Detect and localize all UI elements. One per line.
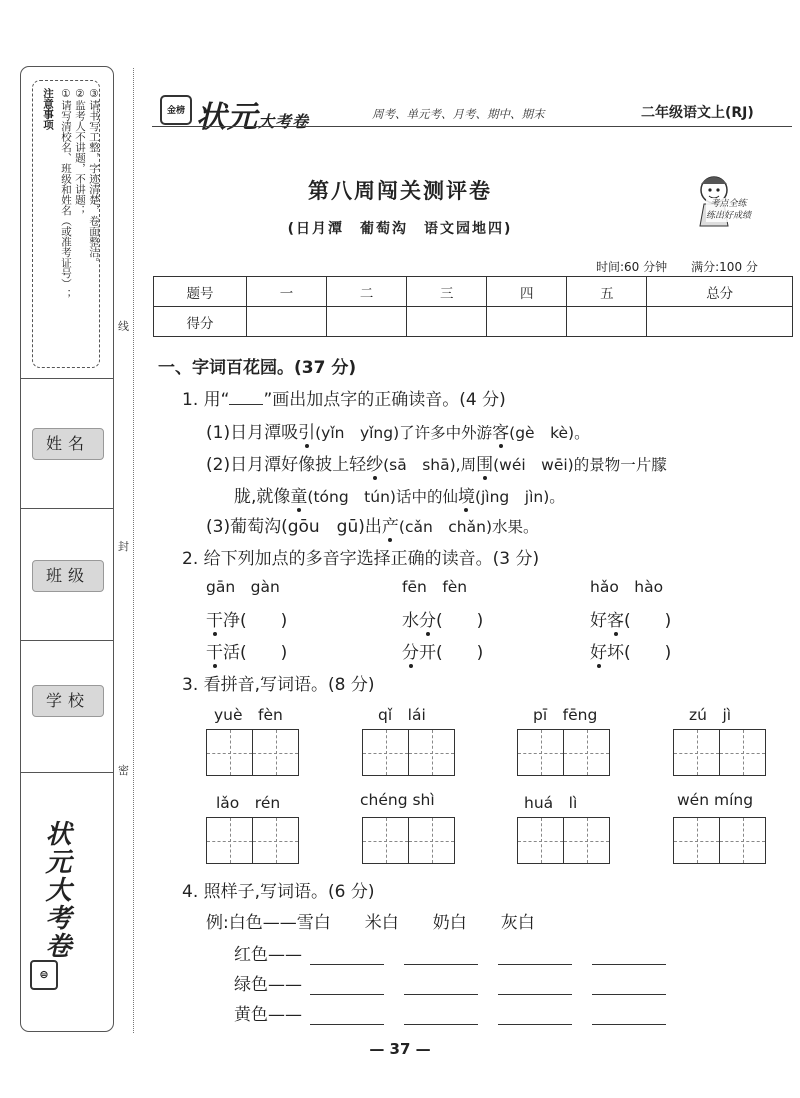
score-input[interactable] (247, 307, 327, 337)
notice-item-1: ①请写清校名、班级和姓名（或准考证号）； (60, 88, 72, 300)
score-table (153, 276, 793, 337)
text: 开 (419, 643, 436, 663)
q2-word (590, 638, 671, 663)
writing-grid[interactable] (362, 817, 455, 864)
badge (706, 198, 751, 222)
answer-paren[interactable]: ( ) (436, 643, 484, 663)
q2-word (206, 606, 287, 631)
pinyin-label: pī fēng (533, 706, 598, 724)
answer-line[interactable] (310, 1010, 384, 1025)
dotted-char: 客 (492, 418, 509, 443)
q4-row (234, 970, 678, 995)
table-cell: 三 (407, 277, 487, 307)
table-cell: 一 (247, 277, 327, 307)
answer-line[interactable] (404, 950, 478, 965)
text: 坏 (607, 643, 624, 663)
notice-item-3: ③请书写工整，字迹清楚，卷面整洁。 (88, 88, 100, 268)
choice-text[interactable]: (jìng jìn)。 (474, 488, 565, 506)
dotted-char: 引 (298, 418, 315, 443)
answer-line[interactable] (592, 950, 666, 965)
badge-line-1: 考点全练 (710, 199, 747, 209)
page-title: 第八周闯关测评卷 (308, 179, 492, 203)
q1-heading (182, 385, 506, 410)
q4-example: 例:白色——雪白 米白 奶白 灰白 (206, 913, 535, 933)
cut-line (133, 68, 134, 1033)
answer-paren[interactable]: ( ) (240, 611, 288, 631)
sidebar-logo-icon: ⊜ (30, 960, 58, 990)
header-brand-sub: 大考卷 (258, 112, 310, 131)
score-input[interactable] (567, 307, 647, 337)
exam-types: 周考、单元考、月考、期中、期末 (372, 107, 545, 121)
answer-line[interactable] (592, 980, 666, 995)
pinyin-label: wén míng (677, 791, 754, 809)
divider (20, 378, 114, 379)
answer-paren[interactable]: ( ) (624, 643, 672, 663)
q1-post: ”画出加点字的正确读音。(4 分) (263, 390, 506, 410)
cut-word-secret: 密 (118, 764, 129, 777)
dotted-char: 境 (458, 482, 475, 507)
cut-word-line: 线 (118, 320, 129, 333)
text[interactable]: (3)葡萄沟(gōu gū)出 (206, 517, 382, 537)
answer-line[interactable] (310, 950, 384, 965)
choice-text[interactable]: (sā shā),周 (383, 456, 477, 474)
q4-prompt: 绿色—— (234, 975, 302, 995)
choice-text[interactable]: (tóng tún)话中的仙 (307, 488, 458, 506)
dotted-char: 分 (419, 606, 436, 631)
writing-grid[interactable] (673, 729, 766, 776)
header-logo-text: 金榜 (166, 106, 185, 116)
table-row (154, 307, 793, 337)
choice-text[interactable]: (wéi wēi)的景物一片朦 (493, 456, 667, 474)
q2-pinyin-3: hǎo hào (590, 578, 664, 596)
score-input[interactable] (407, 307, 487, 337)
q4-prompt: 红色—— (234, 945, 302, 965)
answer-line[interactable] (592, 1010, 666, 1025)
pinyin-label: lǎo rén (216, 794, 281, 812)
score-input[interactable] (327, 307, 407, 337)
writing-grid[interactable] (517, 729, 610, 776)
q1-line-1 (206, 418, 590, 443)
notice-item-2: ②监考人不讲题，不讲题； (74, 88, 86, 216)
text: 水 (402, 611, 419, 631)
school-field[interactable]: 学校 (32, 685, 104, 717)
dotted-char: 分 (402, 638, 419, 663)
answer-line[interactable] (404, 980, 478, 995)
answer-line[interactable] (498, 1010, 572, 1025)
badge-line-2: 练出好成绩 (706, 211, 752, 221)
pinyin-label: chéng shì (360, 791, 435, 809)
q2-word (206, 638, 287, 663)
dotted-char: 干 (206, 638, 223, 663)
choice-text[interactable]: (gè kè)。 (509, 424, 590, 442)
answer-paren[interactable]: ( ) (240, 643, 288, 663)
time-info: 时间:60 分钟 满分:100 分 (596, 260, 758, 274)
answer-line[interactable] (498, 980, 572, 995)
page-number: — 37 — (369, 1040, 431, 1058)
choice-text[interactable]: (yǐn yǐng)了许多中外游 (315, 424, 493, 442)
q4-heading: 4. 照样子,写词语。(6 分) (182, 882, 375, 902)
q2-heading: 2. 给下列加点的多音字选择正确的读音。(3 分) (182, 549, 540, 569)
q4-row (234, 1000, 678, 1025)
header-brand (196, 92, 309, 136)
choice-text[interactable]: (cǎn chǎn)水果。 (398, 518, 539, 536)
q1-pre: 1. 用“ (182, 390, 230, 410)
writing-grid[interactable] (206, 817, 299, 864)
dotted-char: 围 (476, 450, 493, 475)
header-rule (152, 126, 792, 127)
score-input[interactable] (647, 307, 793, 337)
q2-word (402, 606, 483, 631)
sidebar-brand-logo: 状元大考卷 (41, 820, 71, 960)
q2-word (402, 638, 483, 663)
dotted-char: 纱 (366, 450, 383, 475)
class-field[interactable]: 班级 (32, 560, 104, 592)
writing-grid[interactable] (517, 817, 610, 864)
dotted-char: 童 (290, 482, 307, 507)
answer-line[interactable] (404, 1010, 478, 1025)
section-heading: 一、字词百花园。(37 分) (158, 358, 357, 378)
cut-word-seal: 封 (118, 540, 129, 553)
answer-line[interactable] (498, 950, 572, 965)
header-brand-main: 状元 (196, 100, 258, 135)
q4-row (234, 940, 678, 965)
table-cell: 题号 (154, 277, 247, 307)
underline-sample (229, 390, 263, 405)
table-cell: 二 (327, 277, 407, 307)
text: 活 (223, 643, 240, 663)
answer-paren[interactable]: ( ) (624, 611, 672, 631)
q3-heading: 3. 看拼音,写词语。(8 分) (182, 675, 375, 695)
pinyin-label: huá lì (524, 794, 578, 812)
writing-grid[interactable] (673, 817, 766, 864)
q2-pinyin-2: fēn fèn (402, 578, 468, 596)
table-row (154, 277, 793, 307)
dotted-char: 产 (382, 512, 399, 537)
q4-prompt: 黄色—— (234, 1005, 302, 1025)
q1-line-2 (206, 450, 667, 475)
pinyin-label: zú jì (689, 706, 732, 724)
table-cell: 得分 (154, 307, 247, 337)
dotted-char: 好 (590, 638, 607, 663)
table-cell: 五 (567, 277, 647, 307)
table-cell: 四 (487, 277, 567, 307)
table-cell: 总分 (647, 277, 793, 307)
name-field[interactable]: 姓名 (32, 428, 104, 460)
pinyin-label: qǐ lái (378, 706, 426, 724)
pinyin-label: yuè fèn (214, 706, 283, 724)
text: 胧,就像 (234, 487, 291, 507)
divider (20, 640, 114, 641)
divider (20, 772, 114, 773)
writing-grid[interactable] (206, 729, 299, 776)
score-input[interactable] (487, 307, 567, 337)
text: 好 (590, 611, 607, 631)
text: (1)日月潭吸 (206, 423, 299, 443)
q2-word (590, 606, 671, 631)
dotted-char: 客 (607, 606, 624, 631)
divider (20, 508, 114, 509)
dotted-char: 干 (206, 606, 223, 631)
q1-line-3 (234, 482, 565, 507)
q2-pinyin-1: gān gàn (206, 578, 280, 596)
header-logo-icon (160, 95, 192, 125)
text: (2)日月潭好像披上轻 (206, 455, 367, 475)
page-subtitle: (日月潭 葡萄沟 语文园地四) (287, 221, 513, 237)
answer-paren[interactable]: ( ) (436, 611, 484, 631)
grade-label: 二年级语文上(RJ) (641, 105, 754, 121)
answer-line[interactable] (310, 980, 384, 995)
notice-heading: 注意事项 (42, 88, 54, 130)
writing-grid[interactable] (362, 729, 455, 776)
q1-line-4 (206, 512, 539, 537)
text: 净 (223, 611, 240, 631)
